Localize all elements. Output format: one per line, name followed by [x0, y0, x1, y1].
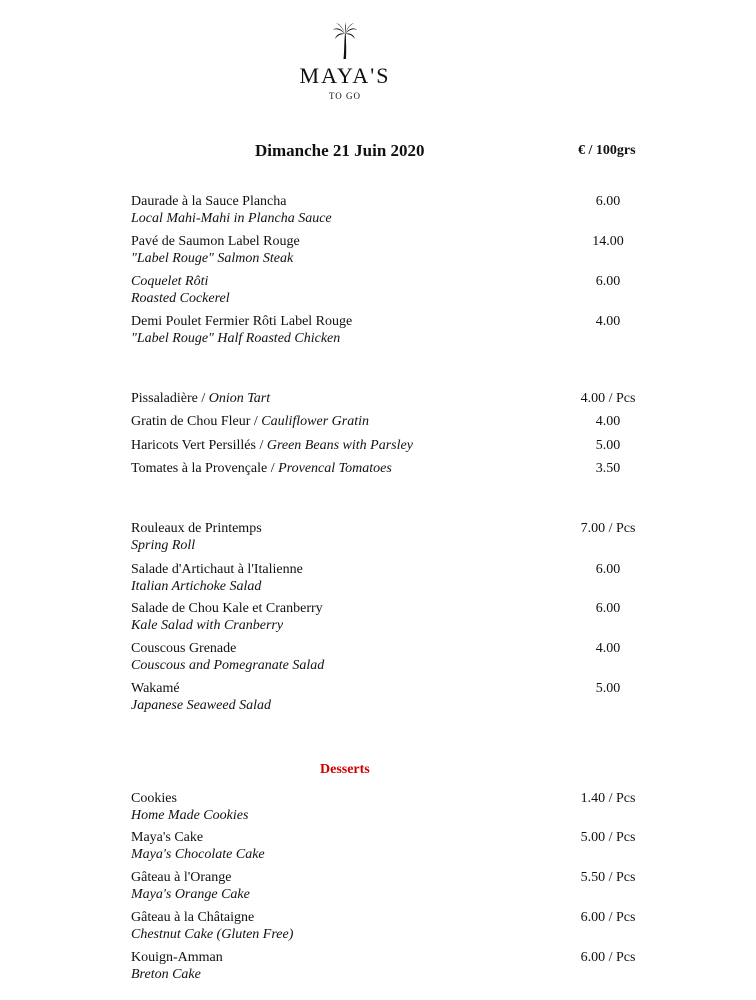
- item-english: Home Made Cookies: [131, 808, 249, 823]
- item-english: Local Mahi-Mahi in Plancha Sauce: [131, 211, 332, 226]
- palm-tree-icon: [332, 22, 358, 60]
- item-price: 5.00: [595, 438, 621, 453]
- menu-item: [131, 460, 691, 477]
- desserts-heading: Desserts: [320, 762, 370, 777]
- menu-item: [131, 413, 691, 430]
- menu-item: [131, 869, 691, 903]
- item-english: Chestnut Cake (Gluten Free): [131, 927, 294, 942]
- item-name: Rouleaux de Printemps: [131, 521, 262, 536]
- brand-subtitle: TO GO: [328, 91, 362, 101]
- menu-item: [131, 829, 691, 863]
- item-english: Couscous and Pomegranate Salad: [131, 658, 325, 673]
- item-price: 4.00 / Pcs: [580, 391, 636, 406]
- item-name: Gâteau à la Châtaigne: [131, 910, 255, 925]
- menu-item: [131, 233, 691, 267]
- menu-item: [131, 313, 691, 347]
- item-name: Salade d'Artichaut à l'Italienne: [131, 562, 303, 577]
- item-price: 3.50: [595, 461, 621, 476]
- item-price: 1.40 / Pcs: [580, 791, 636, 806]
- menu-item: [131, 193, 691, 227]
- item-english: Roasted Cockerel: [131, 291, 230, 306]
- item-name: Gratin de Chou Fleur /: [131, 414, 262, 429]
- item-name: Maya's Cake: [131, 830, 204, 845]
- menu-item: [131, 520, 691, 554]
- item-name: Demi Poulet Fermier Rôti Label Rouge: [131, 314, 353, 329]
- menu-item: [131, 909, 691, 943]
- item-english: Maya's Orange Cake: [131, 887, 250, 902]
- item-price: 6.00: [595, 562, 621, 577]
- item-english: Maya's Chocolate Cake: [131, 847, 265, 862]
- item-price: 14.00: [592, 234, 624, 249]
- item-english: Breton Cake: [131, 967, 201, 982]
- item-english: Spring Roll: [131, 538, 196, 553]
- logo: [0, 22, 690, 101]
- item-price: 6.00 / Pcs: [580, 950, 636, 965]
- item-price: 4.00: [595, 641, 621, 656]
- item-price: 7.00 / Pcs: [580, 521, 636, 536]
- item-name: Tomates à la Provençale /: [131, 461, 279, 476]
- item-english: Kale Salad with Cranberry: [131, 618, 284, 633]
- item-name: Salade de Chou Kale et Cranberry: [131, 601, 323, 616]
- menu-item: [131, 437, 691, 454]
- menu-item: [131, 790, 691, 824]
- menu-item: [131, 390, 691, 407]
- item-english: Onion Tart: [208, 391, 271, 406]
- item-price: 6.00: [595, 601, 621, 616]
- item-english: "Label Rouge" Half Roasted Chicken: [131, 331, 341, 346]
- menu-item: [131, 949, 691, 983]
- menu-date: Dimanche 21 Juin 2020: [255, 141, 425, 160]
- menu-item: [131, 680, 691, 714]
- menu-item: [131, 600, 691, 634]
- item-price: 4.00: [595, 414, 621, 429]
- item-english: "Label Rouge" Salmon Steak: [131, 251, 294, 266]
- item-name: Gâteau à l'Orange: [131, 870, 232, 885]
- brand-name: MAYA'S: [299, 63, 391, 88]
- item-english: Japanese Seaweed Salad: [131, 698, 271, 713]
- item-name: Wakamé: [131, 681, 180, 696]
- menu-item: [131, 561, 691, 595]
- item-name: Pissaladière /: [131, 391, 209, 406]
- item-english: Cauliflower Gratin: [261, 414, 369, 429]
- item-name: Coquelet Rôti: [131, 274, 209, 289]
- menu-item: [131, 273, 691, 307]
- item-price: 4.00: [595, 314, 621, 329]
- item-name: Cookies: [131, 791, 177, 806]
- item-price: 6.00 / Pcs: [580, 910, 636, 925]
- item-name: Couscous Grenade: [131, 641, 237, 656]
- item-price: 5.00 / Pcs: [580, 830, 636, 845]
- item-name: Daurade à la Sauce Plancha: [131, 194, 287, 209]
- item-english: Provencal Tomatoes: [278, 461, 392, 476]
- item-name: Haricots Vert Persillés /: [131, 438, 267, 453]
- menu-item: [131, 640, 691, 674]
- item-price: 5.00: [595, 681, 621, 696]
- item-english: Green Beans with Parsley: [266, 438, 413, 453]
- item-name: Kouign-Amman: [131, 950, 223, 965]
- item-english: Italian Artichoke Salad: [131, 579, 262, 594]
- price-unit: € / 100grs: [578, 143, 636, 158]
- item-name: Pavé de Saumon Label Rouge: [131, 234, 300, 249]
- item-price: 6.00: [595, 194, 621, 209]
- item-price: 6.00: [595, 274, 621, 289]
- item-price: 5.50 / Pcs: [580, 870, 636, 885]
